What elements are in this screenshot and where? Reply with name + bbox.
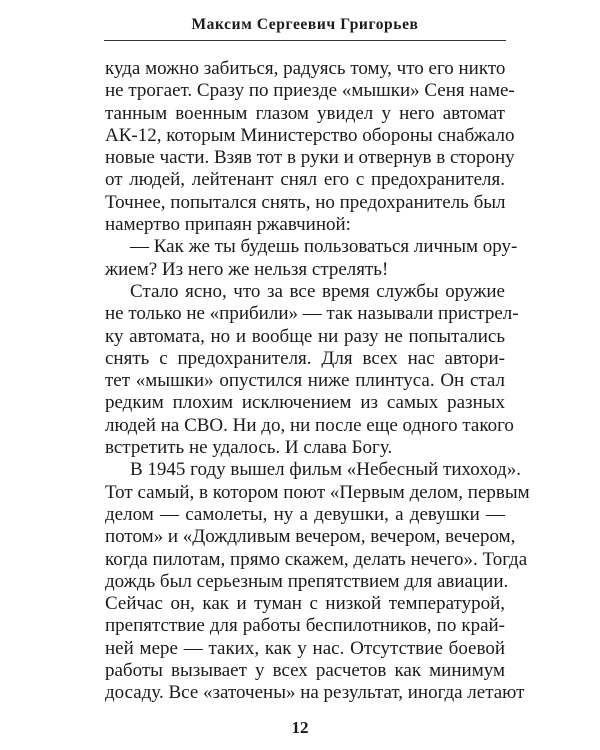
text-line: Сейчас он, как и туман с низкой температурой,: [105, 593, 505, 615]
text-line: Точнее, попытался снять, но предохранитель был: [105, 191, 506, 213]
text-line: Стало ясно, что за все время службы оружие: [130, 280, 505, 302]
text-line: досаду. Все «заточены» на результат, иногда летают: [105, 682, 525, 704]
running-header: Максим Сергеевич Григорьев: [191, 16, 419, 33]
text-line: намертво припаян ржавчиной:: [105, 214, 351, 236]
text-line: Тот самый, в котором поют «Первым делом, первым: [105, 481, 530, 503]
text-line: когда пилотам, прямо скажем, делать нечего». Тогда: [105, 548, 528, 570]
text-line: новые части. Взяв тот в руки и отвернув в сторону: [105, 147, 515, 169]
text-line: редким плохим исключением из самых разных: [105, 392, 505, 414]
text-line: дождь был серьезным препятствием для авиации.: [105, 570, 509, 592]
header-rule: [104, 40, 506, 41]
text-line: людей на СВО. Ни до, ни после еще одного такого: [105, 414, 514, 436]
page-body-text: [105, 58, 530, 705]
text-line: В 1945 году вышел фильм «Небесный тихоход».: [130, 459, 521, 481]
text-line: встретить не удалось. И слава Богу.: [105, 437, 393, 459]
text-line: жием? Из него же нельзя стрелять!: [105, 258, 389, 280]
text-line: снять с предохранителя. Для всех нас автори-: [105, 347, 505, 369]
text-line: делом — самолеты, ну а девушки, а девушки —: [105, 503, 505, 525]
text-line: ку автомата, но и вообще ни разу не попытались: [105, 325, 505, 347]
text-line: потом» и «Дождливым вечером, вечером, вечером,: [105, 526, 516, 548]
text-line: — Как же ты будешь пользоваться личным ору-: [130, 236, 518, 258]
page-number: 12: [291, 718, 309, 737]
text-line: от людей, лейтенант снял его с предохранителя.: [105, 169, 505, 191]
text-line: не трогает. Сразу по приезде «мышки» Сеня наме-: [105, 80, 515, 102]
text-line: работы вызывает у всех расчетов как минимум: [105, 660, 505, 682]
text-line: тет «мышки» опустился ниже плинтуса. Он стал: [105, 370, 505, 392]
text-line: не только не «прибили» — так называли пристрел-: [105, 303, 519, 325]
text-line: ней мере — таких, как у нас. Отсутствие боевой: [105, 637, 505, 659]
text-line: куда можно забиться, радуясь тому, что его никто: [105, 58, 506, 79]
text-line: АК-12, которым Министерство обороны снабжало: [105, 124, 515, 146]
text-line: препятствие для работы беспилотников, по край-: [105, 615, 505, 637]
text-line: танным военным глазом увидел у него автомат: [105, 102, 505, 124]
